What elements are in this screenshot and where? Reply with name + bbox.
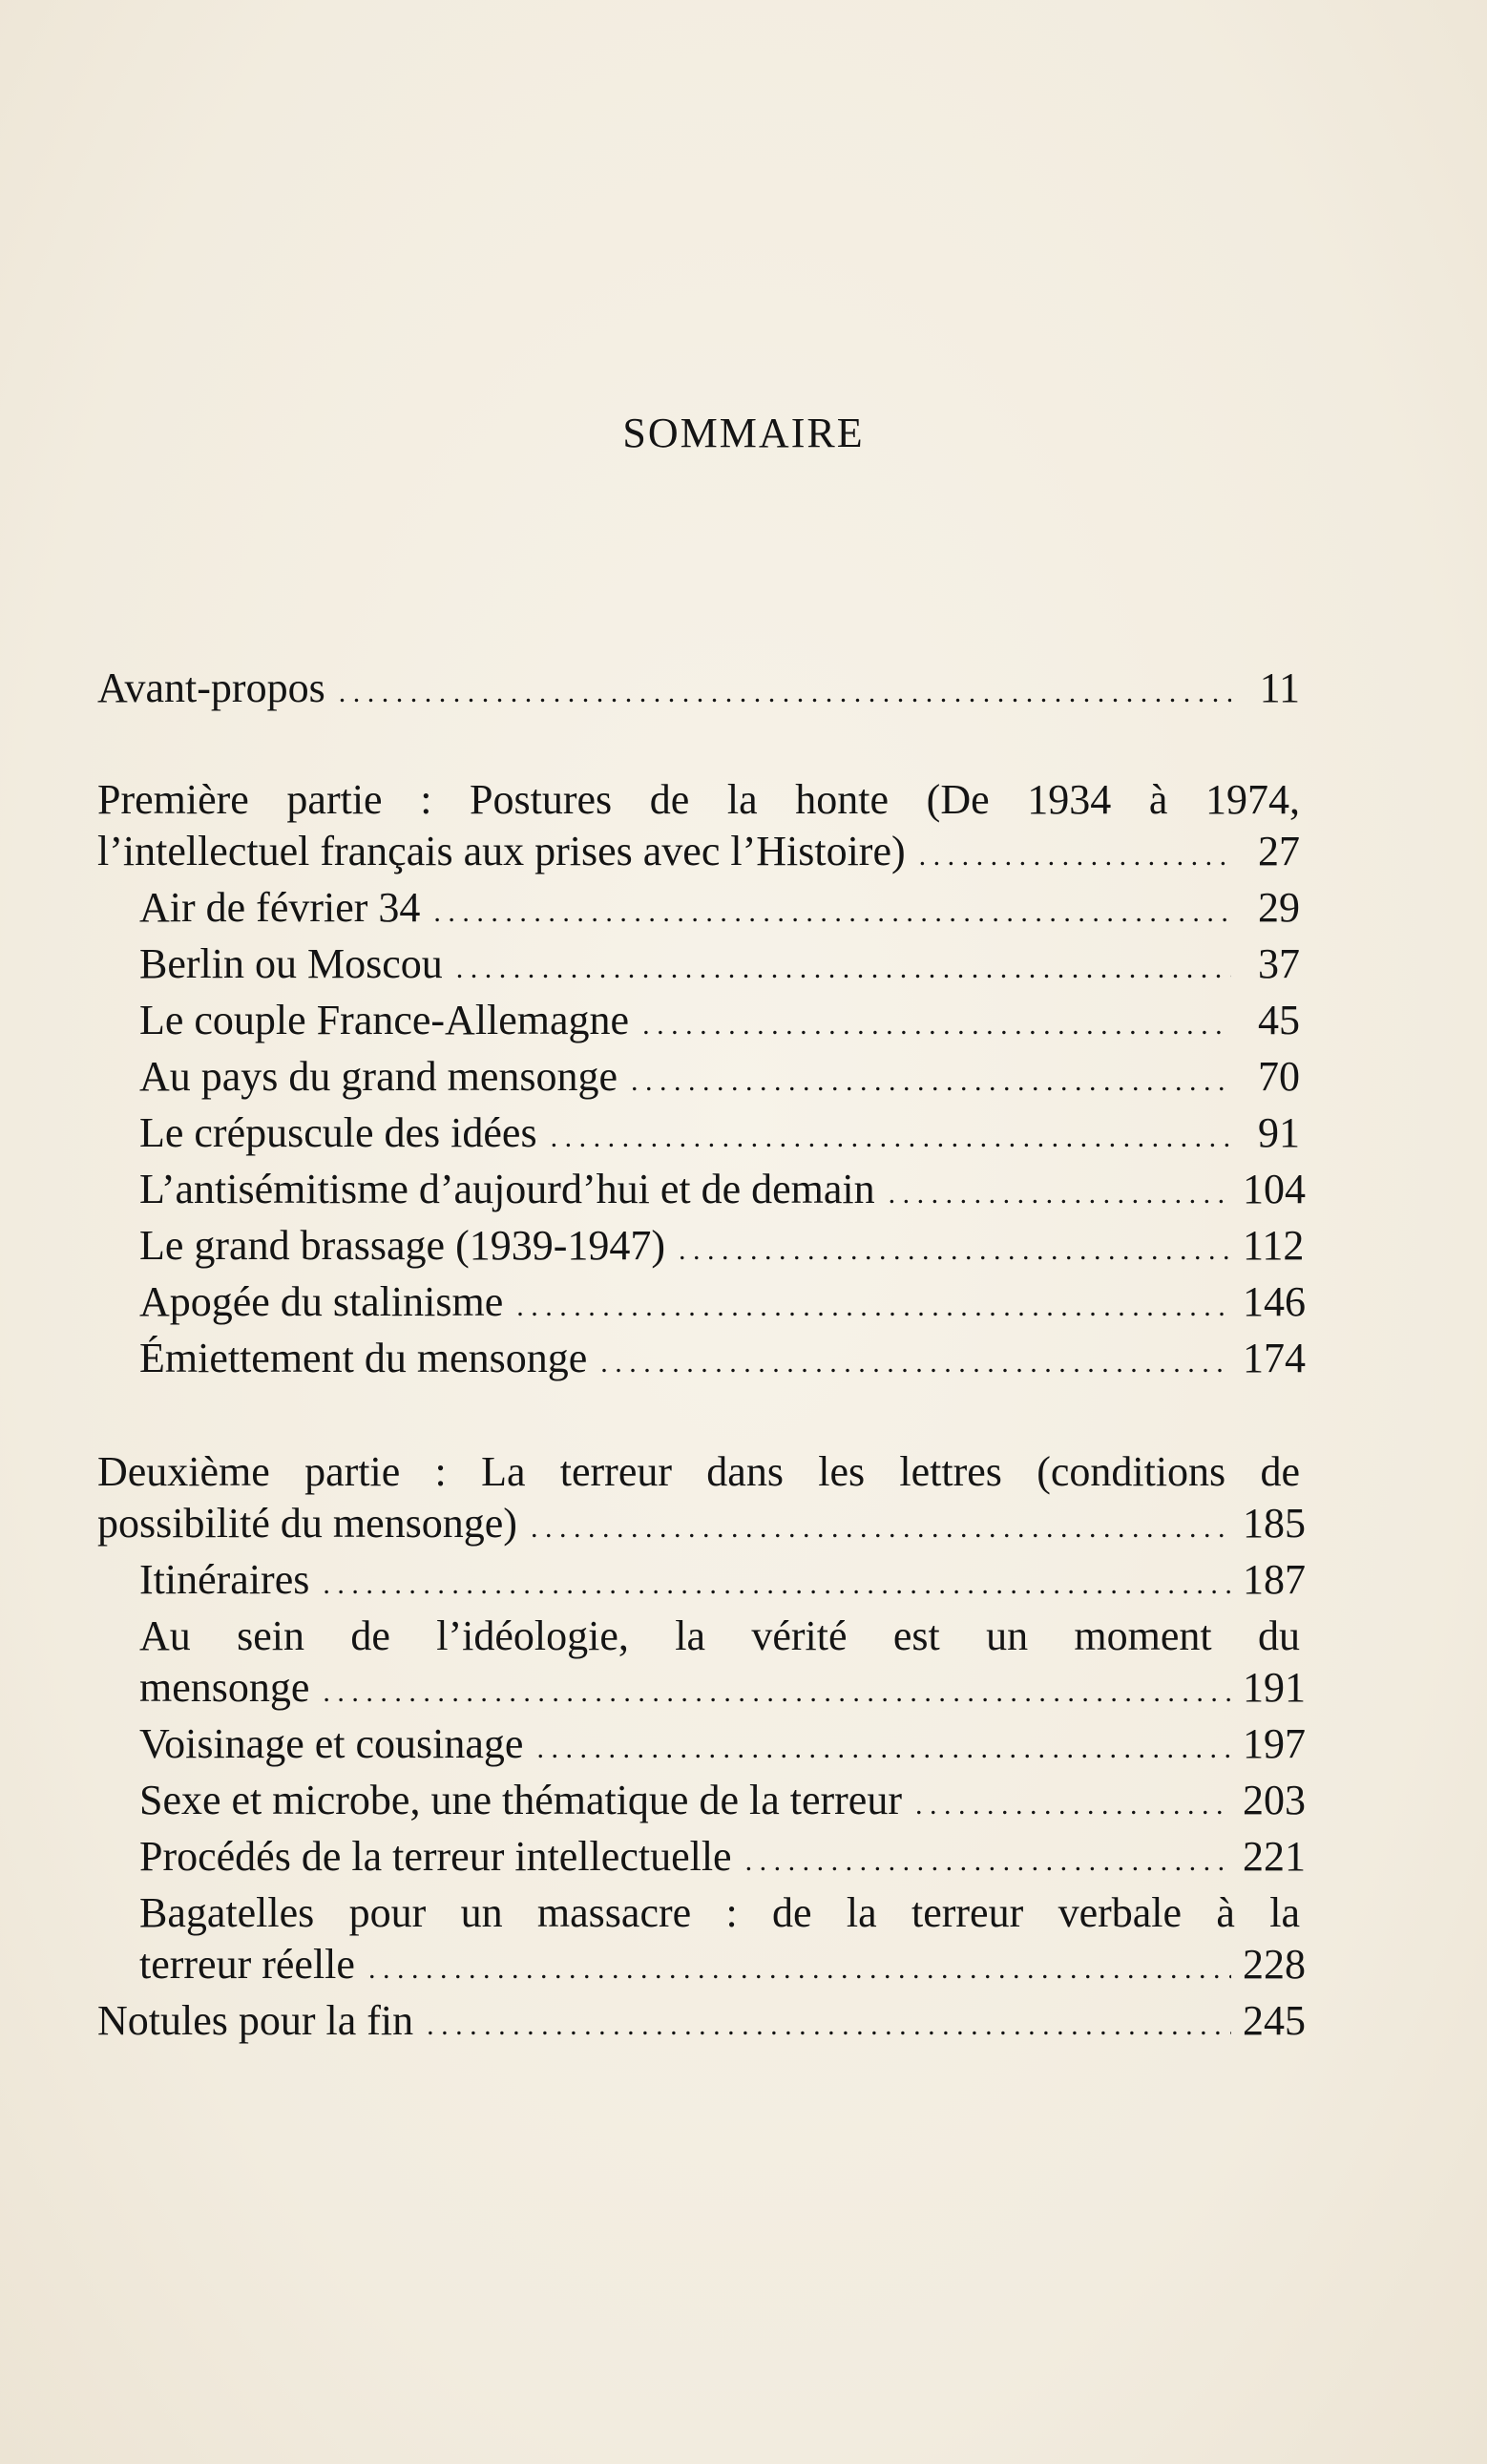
toc-page-number: 104 — [1243, 1166, 1306, 1212]
toc-page-number: 185 — [1243, 1500, 1306, 1547]
toc-page-number: 29 — [1258, 884, 1300, 931]
toc-page-number: 112 — [1243, 1222, 1305, 1269]
toc-page-number: 187 — [1243, 1556, 1306, 1603]
toc-entry-label: Le couple France-Allemagne — [139, 997, 630, 1043]
dot-leader — [427, 2000, 1231, 2052]
toc-page-number: 37 — [1258, 940, 1300, 987]
toc-entry-label: Voisinage et cousinage — [139, 1720, 524, 1767]
toc-chapter — [97, 1107, 1300, 1164]
toc-page-number: 174 — [1243, 1335, 1306, 1381]
dot-leader — [323, 1667, 1231, 1718]
toc-entry-label: terreur réelle — [139, 1941, 355, 1988]
dot-leader — [536, 1723, 1231, 1775]
toc-page-number: 245 — [1243, 1997, 1306, 2044]
toc-page-number: 11 — [1259, 664, 1300, 711]
dot-leader — [339, 667, 1231, 719]
toc-entry-label: Procédés de la terreur intellectuelle — [139, 1833, 732, 1880]
dot-leader — [889, 1169, 1231, 1220]
part2-heading-line1: Deuxième partie : La terreur dans les lettres (conditions de — [97, 1448, 1300, 1495]
toc-page-number: 91 — [1258, 1109, 1300, 1156]
toc-page-number: 197 — [1243, 1720, 1306, 1767]
toc-chapter-line1: Au sein de l’idéologie, la vérité est un moment du — [139, 1612, 1300, 1659]
dot-leader — [915, 1780, 1231, 1831]
dot-leader — [919, 831, 1231, 882]
toc-entry-label: mensonge — [139, 1664, 310, 1711]
toc-chapter — [97, 1554, 1306, 1611]
dot-leader — [516, 1281, 1231, 1333]
toc-page-number: 70 — [1258, 1053, 1300, 1100]
toc-page-number: 27 — [1258, 828, 1300, 874]
toc-chapter — [97, 882, 1300, 938]
part1-heading-line1: Première partie : Postures de la honte (De 1934 à 1974, — [97, 776, 1300, 823]
toc-entry-notules — [97, 1995, 1306, 2052]
page-title: SOMMAIRE — [622, 410, 865, 456]
toc-chapter — [97, 938, 1300, 995]
toc-entry-label: Au pays du grand mensonge — [139, 1053, 618, 1100]
toc-page-number: 203 — [1243, 1777, 1306, 1823]
toc-page-number: 45 — [1258, 997, 1300, 1043]
toc-entry-label: Berlin ou Moscou — [139, 940, 443, 987]
toc-chapter — [97, 1220, 1305, 1276]
toc-entry-label: Itinéraires — [139, 1556, 310, 1603]
dot-leader — [745, 1836, 1231, 1887]
toc-entry-part1 — [97, 826, 1300, 882]
toc-page-number: 191 — [1243, 1664, 1306, 1711]
toc-entry-label: Notules pour la fin — [97, 1997, 414, 2044]
toc-chapter — [97, 1662, 1306, 1718]
dot-leader — [368, 1944, 1231, 1995]
toc-entry-label: Apogée du stalinisme — [139, 1278, 504, 1325]
toc-entry-label: Sexe et microbe, une thématique de la terreur — [139, 1777, 902, 1823]
dot-leader — [600, 1337, 1231, 1389]
toc-entry-part2 — [97, 1498, 1306, 1554]
toc-chapter-line1: Bagatelles pour un massacre : de la terreur verbale à la — [139, 1889, 1300, 1936]
dot-leader — [631, 1056, 1231, 1107]
toc-entry-label: possibilité du mensonge) — [97, 1500, 517, 1547]
dot-leader — [433, 887, 1231, 938]
toc-chapter — [97, 1775, 1306, 1831]
toc-entry-label: l’intellectuel français aux prises avec l’Histoire) — [97, 828, 906, 874]
toc-entry-label: L’antisémitisme d’aujourd’hui et de demain — [139, 1166, 875, 1212]
toc-chapter — [97, 1276, 1306, 1333]
toc-chapter — [97, 1831, 1306, 1887]
toc-chapter — [97, 1333, 1306, 1389]
toc-entry-label: Émiettement du mensonge — [139, 1335, 588, 1381]
dot-leader — [456, 943, 1231, 995]
toc-page-number: 221 — [1243, 1833, 1306, 1880]
table-of-contents — [97, 663, 1306, 2052]
toc-entry-avant-propos — [97, 663, 1300, 719]
toc-page-number: 228 — [1243, 1941, 1306, 1988]
toc-entry-label: Le crépuscule des idées — [139, 1109, 537, 1156]
dot-leader — [642, 1000, 1231, 1051]
dot-leader — [531, 1503, 1231, 1554]
toc-entry-label: Air de février 34 — [139, 884, 421, 931]
toc-entry-label: Avant-propos — [97, 664, 325, 711]
toc-chapter — [97, 1939, 1306, 1995]
dot-leader — [551, 1112, 1231, 1164]
toc-chapter — [97, 995, 1300, 1051]
toc-chapter — [97, 1051, 1300, 1107]
toc-page-number: 146 — [1243, 1278, 1306, 1325]
toc-chapter — [97, 1164, 1306, 1220]
toc-chapter — [97, 1718, 1306, 1775]
toc-entry-label: Le grand brassage (1939-1947) — [139, 1222, 666, 1269]
dot-leader — [323, 1559, 1231, 1611]
dot-leader — [679, 1225, 1231, 1276]
